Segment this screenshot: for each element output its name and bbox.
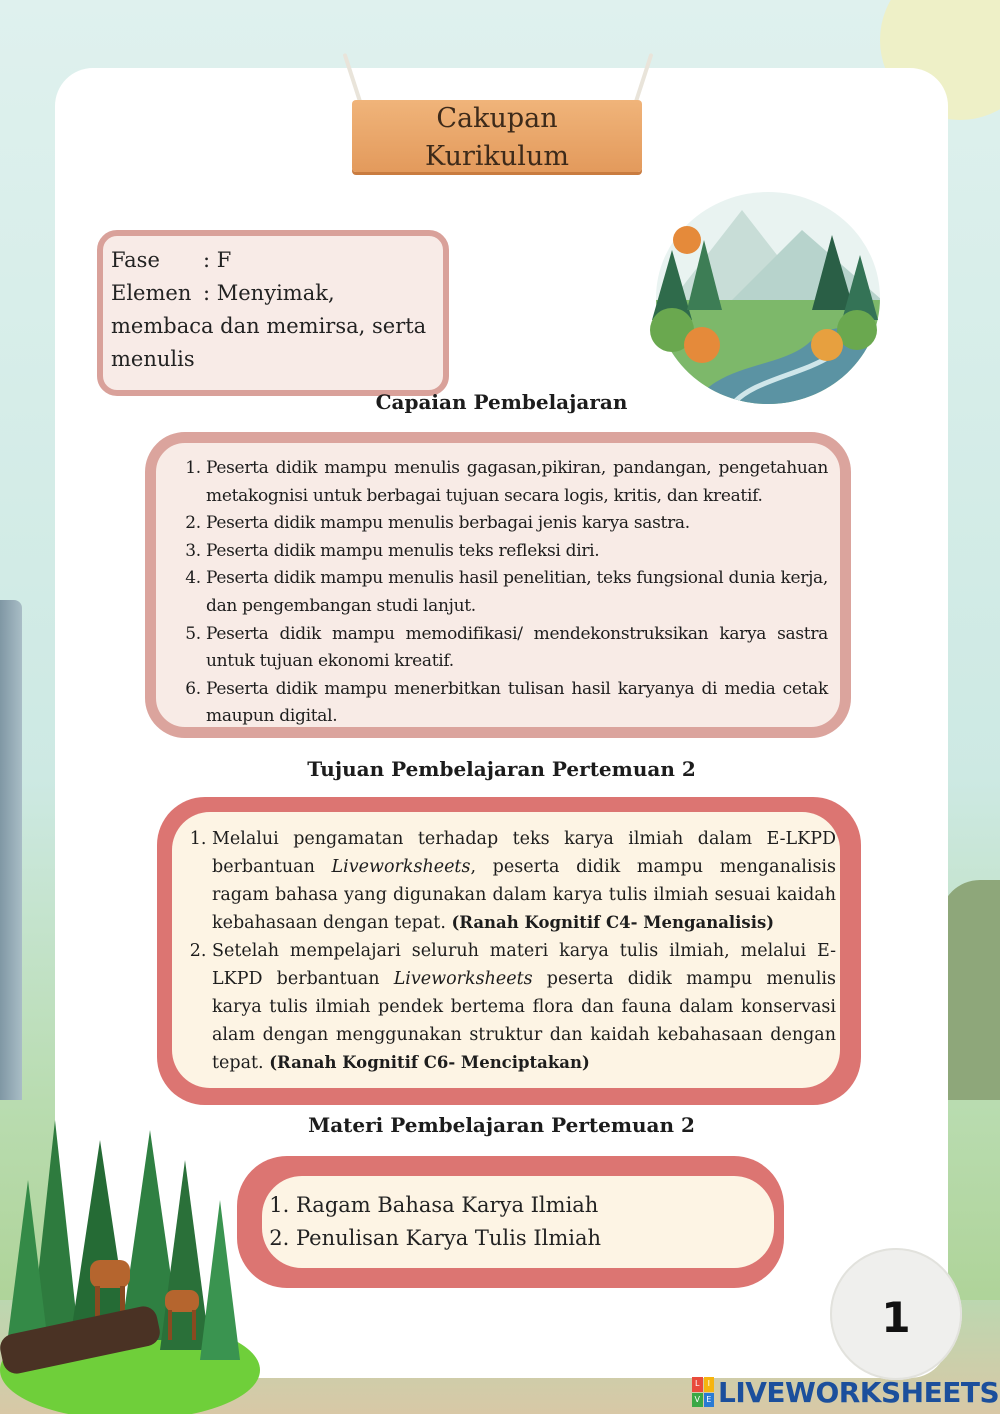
capaian-item-2: 2. Peserta didik mampu menulis berbagai jenis karya sastra. bbox=[206, 510, 828, 538]
tujuan-list bbox=[208, 826, 836, 1078]
capaian-list bbox=[168, 455, 828, 731]
liveworksheets-wordmark: LIVEWORKSHEETS bbox=[718, 1375, 1000, 1409]
capaian-item-1: 1. Peserta didik mampu menulis gagasan,pikiran, pandangan, pengetahuan metakognisi untuk berbagai tujuan secara logis, kritis, dan kreatif. bbox=[206, 455, 828, 510]
logo-letter-2: I bbox=[704, 1377, 715, 1392]
elemen-label: Elemen bbox=[111, 281, 192, 305]
materi-item-2: 2. Penulisan Karya Tulis Ilmiah bbox=[296, 1222, 774, 1255]
materi-item-1: 1. Ragam Bahasa Karya Ilmiah bbox=[296, 1189, 774, 1222]
elemen-row bbox=[111, 277, 435, 310]
materi-heading: Materi Pembelajaran Pertemuan 2 bbox=[308, 1113, 695, 1137]
fase-elemen-box bbox=[97, 230, 449, 396]
elemen-continued-2: menulis bbox=[111, 347, 195, 371]
elemen-value: : Menyimak, bbox=[203, 281, 335, 305]
capaian-item-6: 6. Peserta didik mampu menerbitkan tulisan hasil karyanya di media cetak maupun digital. bbox=[206, 676, 828, 731]
tujuan-item-2-em: Liveworksheets bbox=[393, 968, 533, 989]
logo-letter-1: L bbox=[692, 1377, 703, 1392]
title-line-1: Cakupan bbox=[436, 103, 558, 134]
logo-letter-3: V bbox=[692, 1393, 703, 1408]
page-number: 1 bbox=[830, 1248, 962, 1380]
materi-list bbox=[294, 1189, 774, 1255]
tujuan-item-1 bbox=[212, 826, 836, 938]
tujuan-item-2 bbox=[212, 938, 836, 1078]
fase-value: : F bbox=[203, 248, 232, 272]
tujuan-heading: Tujuan Pembelajaran Pertemuan 2 bbox=[307, 757, 696, 781]
liveworksheets-brand bbox=[692, 1372, 999, 1412]
forest-deer-illustration bbox=[0, 1120, 260, 1414]
fase-label: Fase bbox=[111, 248, 160, 272]
elemen-continued-1: membaca dan memirsa, serta bbox=[111, 314, 427, 338]
tujuan-box bbox=[172, 812, 840, 1088]
fase-row bbox=[111, 244, 435, 277]
tujuan-item-1-em: Liveworksheets bbox=[331, 856, 471, 877]
tujuan-item-2-text-a: Setelah mempelajari seluruh materi karya tulis ilmiah, melalui E-LKPD berbantuan bbox=[212, 941, 836, 989]
forest-river-illustration bbox=[632, 180, 904, 405]
tujuan-item-1-text-a: Melalui pengamatan terhadap teks karya ilmiah dalam E-LKPD berbantuan bbox=[212, 829, 836, 877]
capaian-item-4: 4. Peserta didik mampu menulis hasil penelitian, teks fungsional dunia kerja, dan pengembangan studi lanjut. bbox=[206, 565, 828, 620]
tujuan-item-2-ranah: (Ranah Kognitif C6- Menciptakan) bbox=[269, 1053, 590, 1073]
logo-letter-4: E bbox=[704, 1393, 715, 1408]
materi-box bbox=[262, 1176, 774, 1268]
tujuan-item-2-text-b: peserta didik mampu menulis karya tulis ilmiah pendek bertema flora dan fauna dalam konservasi alam dengan menggunakan struktur dan kaidah kebahasaan dengan tepat. bbox=[212, 968, 836, 1074]
capaian-item-5: 5. Peserta didik mampu memodifikasi/ mendekonstruksikan karya sastra untuk tujuan ekonomi kreatif. bbox=[206, 621, 828, 676]
tower-decoration bbox=[0, 600, 22, 1100]
capaian-box bbox=[145, 432, 851, 738]
title-line-2: Kurikulum bbox=[425, 141, 569, 172]
liveworksheets-logo-icon bbox=[692, 1377, 714, 1407]
capaian-item-3: 3. Peserta didik mampu menulis teks refleksi diri. bbox=[206, 538, 828, 566]
capaian-heading: Capaian Pembelajaran bbox=[375, 390, 628, 414]
tujuan-item-1-ranah: (Ranah Kognitif C4- Menganalisis) bbox=[451, 913, 775, 933]
hill-decoration bbox=[940, 880, 1000, 1100]
title-sign bbox=[352, 100, 642, 172]
tujuan-item-1-text-b: , peserta didik mampu menganalisis ragam bahasa yang digunakan dalam karya tulis ilmiah sesuai kaidah kebahasaan dengan tepat. bbox=[212, 856, 837, 934]
